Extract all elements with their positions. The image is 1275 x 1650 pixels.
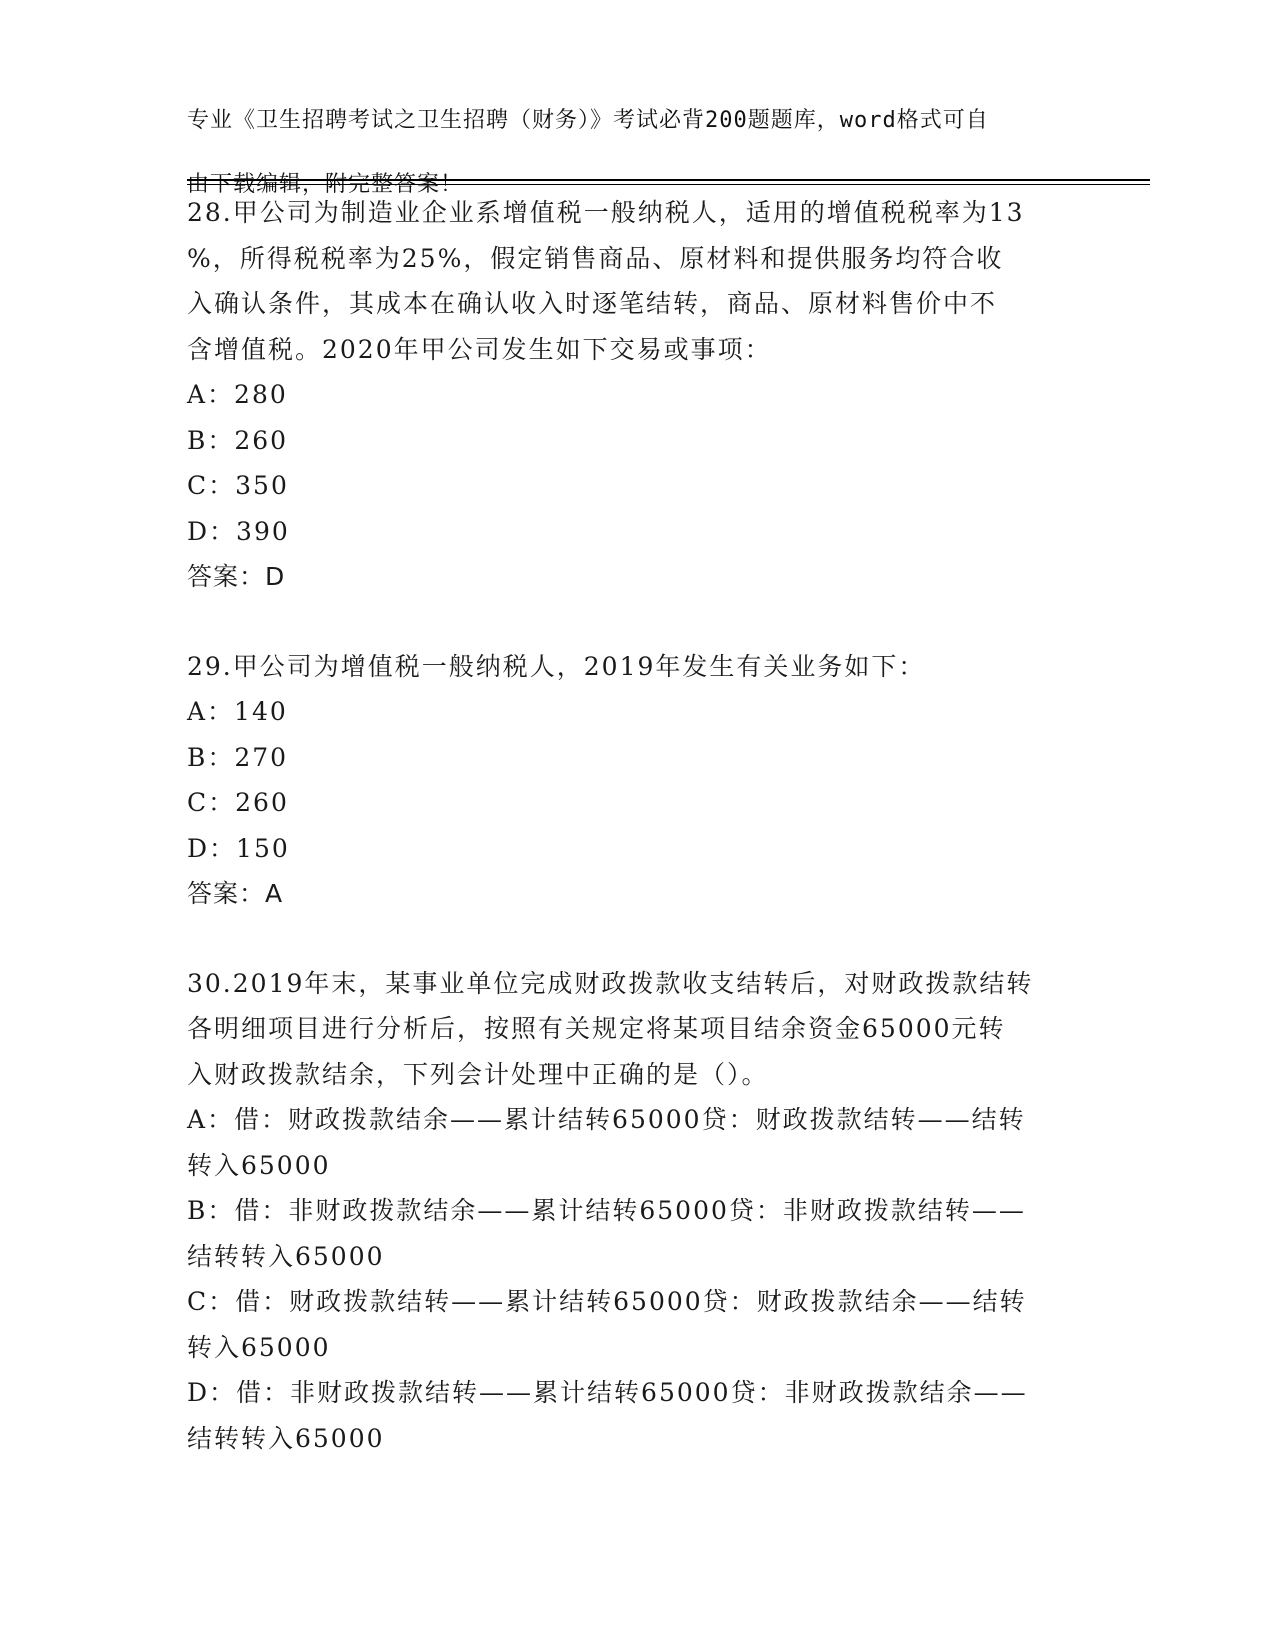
question-list	[187, 190, 1087, 1505]
option-d-cont: 结转转入65000	[187, 1423, 385, 1453]
option-d: D：390	[187, 516, 290, 546]
question-stem-line: 入确认条件，其成本在确认收入时逐笔结转，商品、原材料售价中不	[187, 289, 998, 318]
question-30	[187, 961, 1087, 1462]
option-d: D：150	[187, 833, 290, 863]
question-stem-line: %，所得税税率为25%，假定销售商品、原材料和提供服务均符合收	[187, 243, 1004, 273]
option-c-cont: 转入65000	[187, 1332, 331, 1362]
question-stem-line: 28.甲公司为制造业企业系增值税一般纳税人，适用的增值税税率为13	[187, 198, 1025, 227]
question-stem-line: 30.2019年末，某事业单位完成财政拨款收支结转后，对财政拨款结转	[187, 968, 1034, 998]
option-c: C：260	[187, 788, 289, 817]
option-a: A：280	[187, 380, 288, 409]
option-d: D：借：非财政拨款结转——累计结转65000贷：非财政拨款结余——	[187, 1378, 1028, 1407]
header-rule-thin	[187, 184, 1150, 185]
answer-line: 答案：D	[187, 562, 286, 591]
answer-line: 答案：A	[187, 879, 284, 908]
option-a-cont: 转入65000	[187, 1150, 331, 1180]
option-b-cont: 结转转入65000	[187, 1241, 385, 1271]
question-stem-line: 入财政拨款结余，下列会计处理中正确的是（）。	[187, 1059, 769, 1089]
question-29	[187, 644, 1087, 917]
option-c: C：350	[187, 471, 289, 500]
question-stem-line: 29.甲公司为增值税一般纳税人，2019年发生有关业务如下：	[187, 651, 926, 681]
option-a: A：借：财政拨款结余——累计结转65000贷：财政拨款结转——结转	[187, 1105, 1026, 1134]
option-b: B：借：非财政拨款结余——累计结转65000贷：非财政拨款结转——	[187, 1196, 1026, 1225]
option-c: C：借：财政拨款结转——累计结转65000贷：财政拨款结余——结转	[187, 1287, 1027, 1316]
option-b: B：270	[187, 742, 289, 772]
option-a: A：140	[187, 697, 288, 726]
header-line: 由下载编辑，附完整答案！	[187, 172, 464, 197]
question-stem-line: 含增值税。2020年甲公司发生如下交易或事项：	[187, 334, 772, 364]
question-28	[187, 190, 1087, 600]
header-line: 专业《卫生招聘考试之卫生招聘（财务）》考试必背200题题库，word格式可自	[187, 108, 989, 133]
option-b: B：260	[187, 425, 289, 455]
question-stem-line: 各明细项目进行分析后，按照有关规定将某项目结余资金65000元转	[187, 1014, 1006, 1043]
header-rule-thick	[187, 179, 1150, 181]
